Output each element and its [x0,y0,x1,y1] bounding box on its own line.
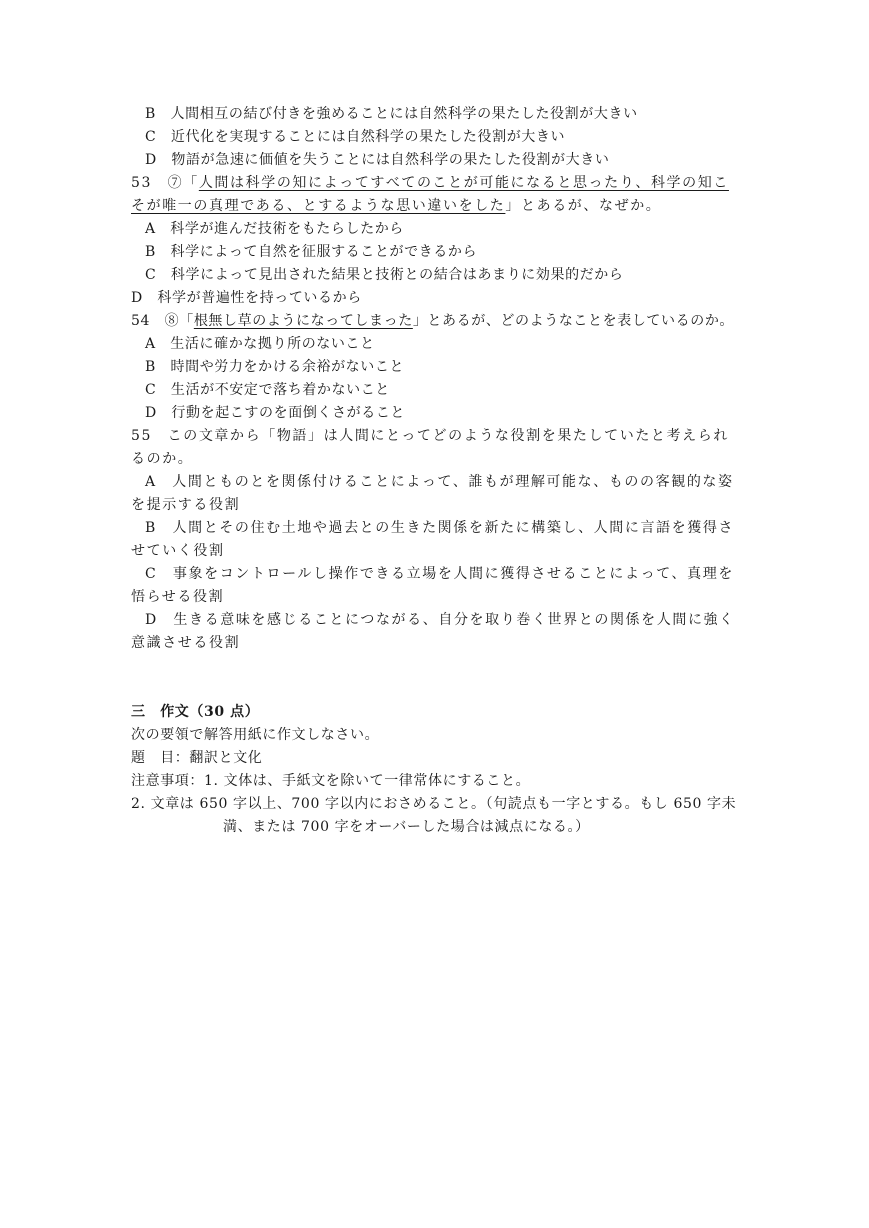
q54-option-b: B 時間や労力をかける余裕がないこと [145,359,405,375]
section-gap [131,655,741,701]
q54-option-c: C 生活が不安定で落ち着かないこと [145,382,390,398]
q52-option-c: C 近代化を実現することには自然科学の果たした役割が大きい [145,129,566,145]
essay-heading: 三 作文（30 点） [131,704,260,720]
essay-note-1: 注意事項：1. 文体は、手紙文を除いて一律常体にすること。 [131,773,531,789]
q55-option-c-text: C 事象をコントロールし操作できる立場を人間に獲得させることによって、真理を悟らせる役割 [131,566,734,605]
essay-note-2: 2. 文章は 650 字以上、700 字以内におさめること。（句読点も一字とする。もし 650 字未 [131,796,737,812]
q53-underlined-passage: 人間は科学の知によってすべてのことが可能になると思ったり、科学の知こそが唯一の真理である、とするような思い違いをした [131,175,729,214]
q54-option-a: A 生活に確かな拠り所のないこと [145,336,375,352]
q55-stem: 55 この文章から「物語」は人間にとってどのような役割を果たしていたと考えられるのか。 [131,428,729,467]
q55-option-a [131,471,741,517]
q54-number: 54 ⑧「 [131,313,194,329]
q53-question-tail: 」とあるが、なぜか。 [505,198,662,214]
q55-option-d [131,609,741,655]
q53-option-c: C 科学によって見出された結果と技術との結合はあまりに効果的だから [145,267,624,283]
q54-stem [131,310,741,333]
q54-underlined-passage: 根無し草のようになってしまった [193,313,413,329]
q54-option-d: D 行動を起こすのを面倒くさがること [145,405,406,421]
q52-option-b: B 人間相互の結び付きを強めることには自然科学の果たした役割が大きい [145,106,638,122]
q53-option-a: A 科学が進んだ技術をもたらしたから [145,221,404,237]
essay-topic: 題 目：翻訳と文化 [131,750,263,766]
q53-option-b: B 科学によって自然を征服することができるから [145,244,478,260]
q55-option-c [131,563,741,609]
essay-instruction: 次の要領で解答用紙に作文しなさい。 [131,727,380,743]
q53-number: 53 ⑦「 [131,175,199,191]
q55-option-b [131,517,741,563]
essay-note-2-continued: 満、または 700 字をオーバーした場合は減点になる。） [223,819,590,835]
exam-page [131,103,741,839]
q55-option-d-text: D 生きる意味を感じることにつながる、自分を取り巻く世界との関係を人間に強く意識させる役割 [131,612,735,651]
q55-option-b-text: B 人間とその住む土地や過去との生きた関係を新たに構築し、人間に言語を獲得させていく役割 [131,520,735,559]
q54-question-tail: 」とあるが、どのようなことを表しているのか。 [412,313,735,329]
q53-option-d: D 科学が普遍性を持っているから [131,290,362,306]
q53-stem [131,172,741,218]
q55-option-a-text: A 人間とものとを関係付けることによって、誰もが理解可能な、ものの客観的な姿を提示する役割 [131,474,734,513]
q52-option-d: D 物語が急速に価値を失うことには自然科学の果たした役割が大きい [145,152,610,168]
